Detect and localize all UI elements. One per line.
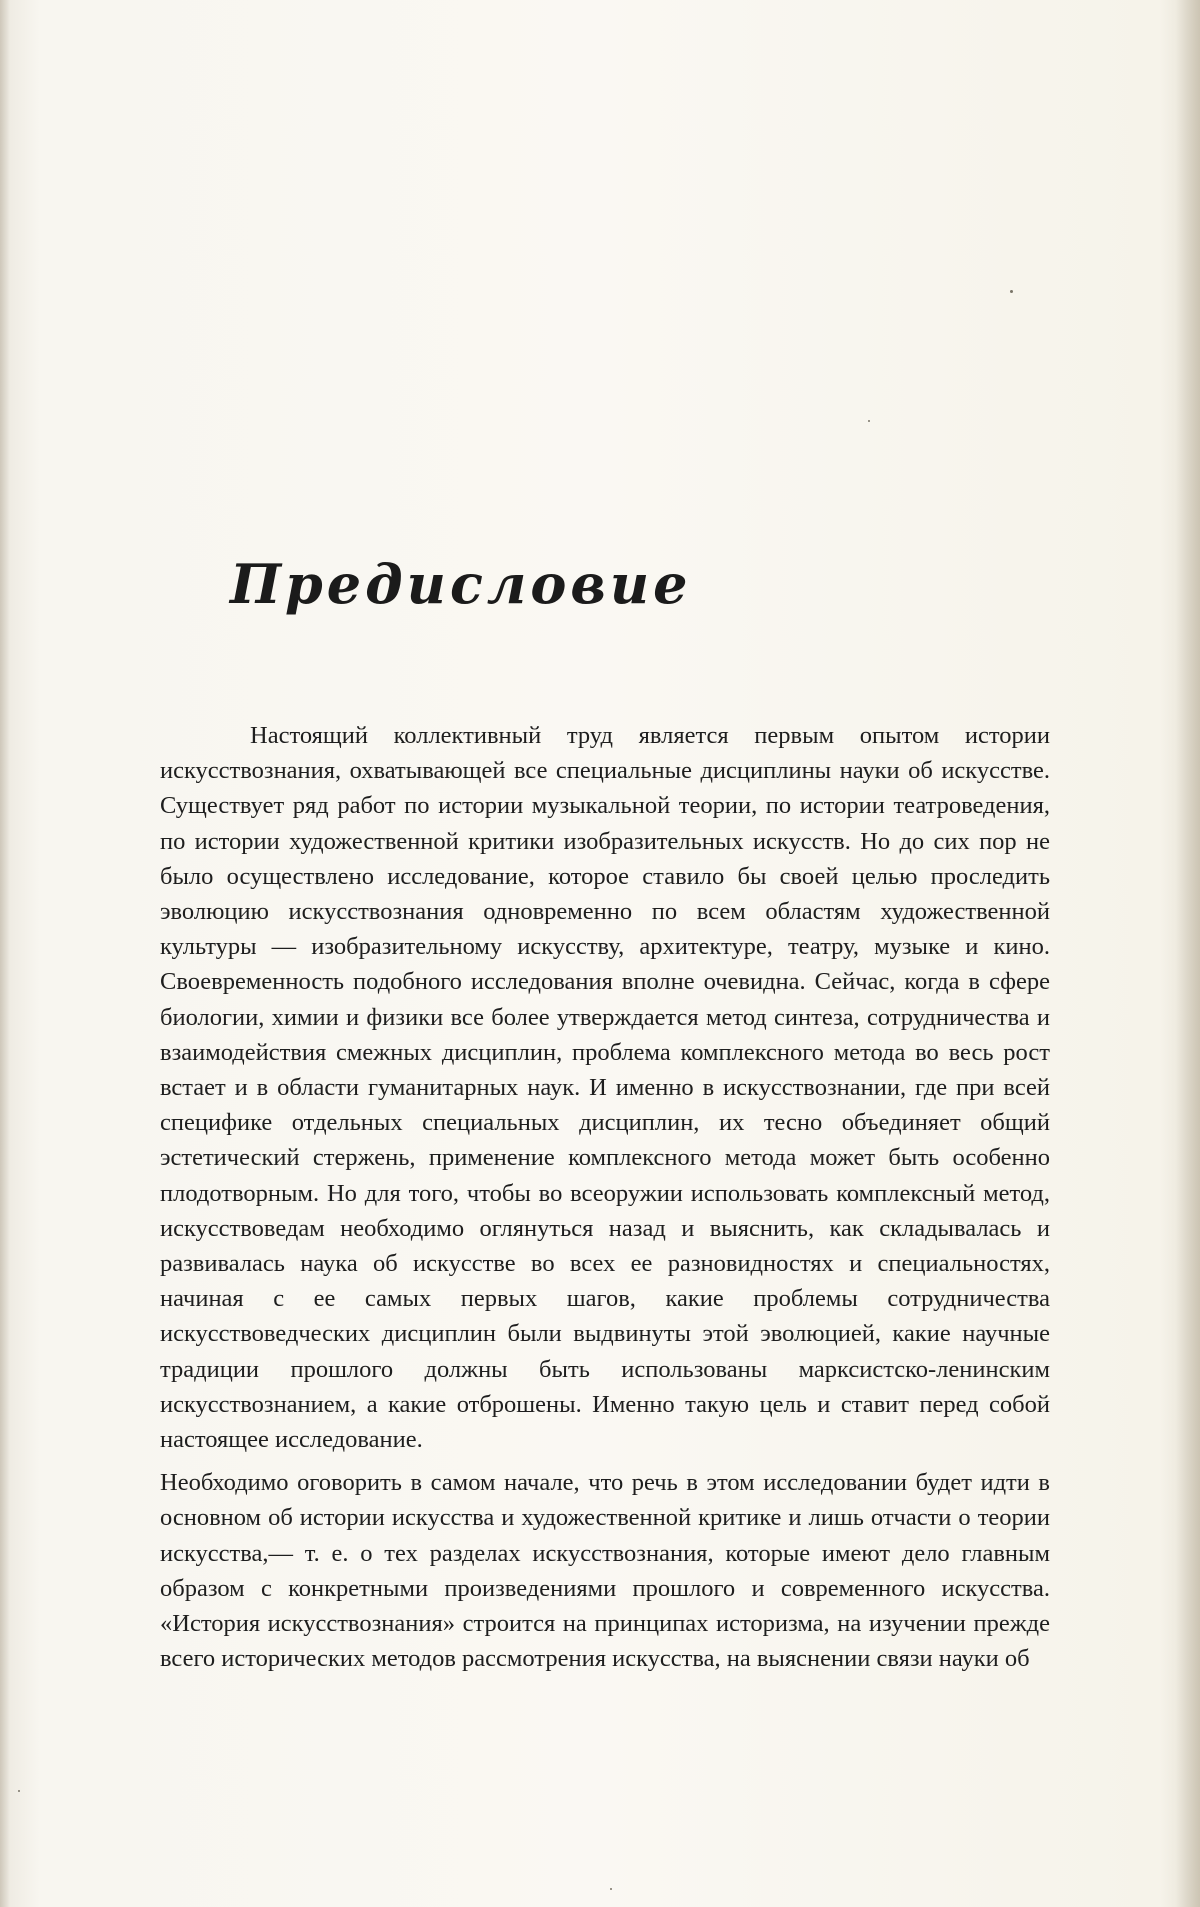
paper-speck: [18, 1790, 20, 1792]
page-title: Предисловие: [230, 552, 692, 616]
paper-speck: [868, 420, 870, 422]
paper-speck: [610, 1888, 612, 1890]
paragraph-1: Настоящий коллективный труд является первым опытом истории искусствознания, охватывающей все специальные дисциплины науки об искусстве. Существует ряд работ по истории музыкальной теории, по истории театроведения, по истории художественной критики изобразительных искусств. Но до сих пор не было осуществлено исследование, которое ставило бы своей целью проследить эволюцию искусствознания одновременно по всем областям художественной культуры — изобразительному искусству, архитектуре, театру, музыке и кино. Своевременность подобного исследования вполне очевидна. Сейчас, когда в сфере биологии, химии и физики все более утверждается метод синтеза, сотрудничества и взаимодействия смежных дисциплин, проблема комплексного метода во весь рост встает и в области гуманитарных наук. И именно в искусствознании, где при всей специфике отдельных специальных дисциплин, их тесно объединяет общий эстетический стержень, применение комплексного метода может быть особенно плодотворным. Но для того, чтобы во всеоружии использовать комплексный метод, искусствоведам необходимо оглянуться назад и выяснить, как складывалась и развивалась наука об искусстве во всех ее разновидностях и специальностях, начиная с ее самых первых шагов, какие проблемы сотрудничества искусствоведческих дисциплин были выдвинуты этой эволюцией, какие научные традиции прошлого должны быть использованы марксистско-ленинским искусствознанием, а какие отброшены. Именно такую цель и ставит перед собой настоящее исследование.: [160, 722, 1050, 1454]
page-right-shadow: [1176, 0, 1200, 1907]
page-left-shadow: [0, 0, 10, 1907]
paragraph-2: Необходимо оговорить в самом начале, что речь в этом исследовании будет идти в основном об истории искусства и художественной критике и лишь отчасти о теории искусства,— т. е. о тех разделах искусствознания, которые имеют дело главным образом с конкретными произведениями прошлого и современного искусства. «История искусствознания» строится на принципах историзма, на изучении прежде всего исторических методов рассмотрения искусства, на выяснении связи науки об: [160, 1469, 1050, 1673]
body-text: [160, 718, 1050, 1676]
paper-speck: [1010, 290, 1013, 293]
